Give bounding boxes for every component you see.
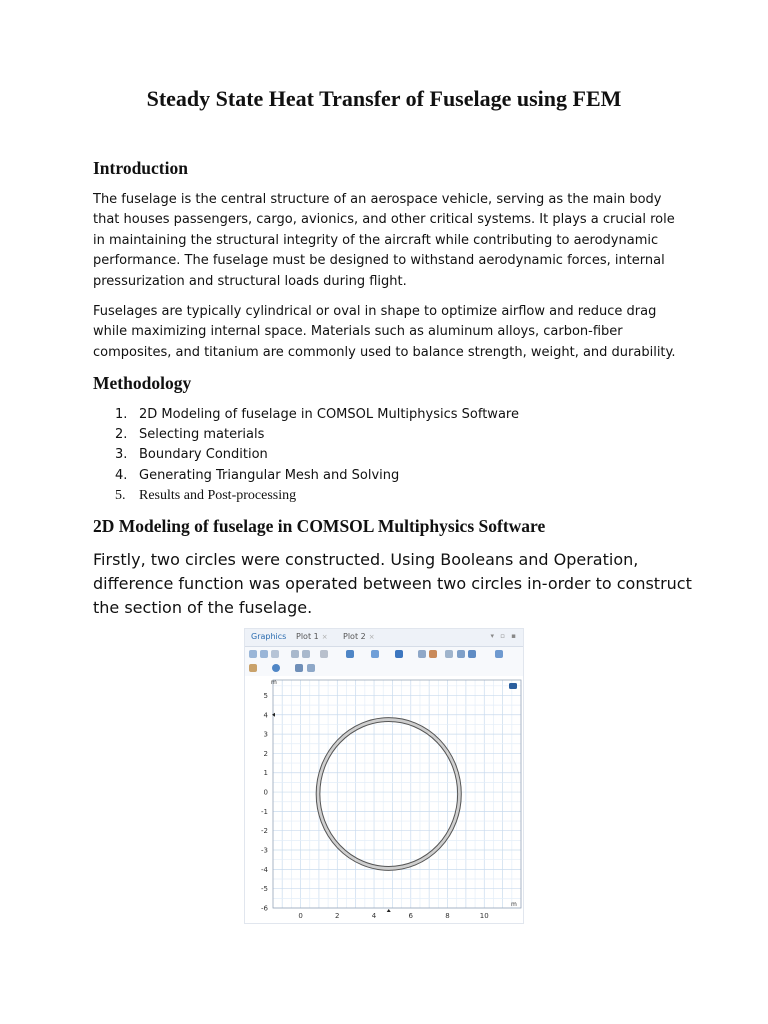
list-text: Boundary Condition — [139, 447, 268, 463]
geometry-plot[interactable] — [245, 676, 524, 924]
y-unit-label: m — [271, 679, 277, 686]
close-icon[interactable]: × — [321, 633, 328, 641]
x-axis-marker — [387, 909, 391, 912]
grid-icon[interactable] — [302, 650, 310, 658]
tab-plot-1[interactable]: Plot 1 × — [296, 632, 328, 641]
plot-frame — [273, 680, 521, 908]
window-controls[interactable]: ▾ ▫ ▪ — [490, 632, 518, 640]
comsol-screenshot — [244, 628, 524, 924]
plot-labels — [261, 679, 517, 920]
zoom-selected-icon[interactable] — [418, 650, 426, 658]
x-tick-label: 6 — [408, 912, 414, 920]
view-icon[interactable] — [495, 650, 503, 658]
list-item — [93, 445, 519, 465]
x-tick-label: 8 — [445, 912, 450, 920]
graphics-tab-bar — [245, 629, 523, 647]
tab-plot-2[interactable]: Plot 2 × — [343, 632, 375, 641]
list-item — [93, 405, 519, 425]
y-tick-label: -1 — [261, 807, 268, 816]
list-text: 2D Modeling of fuselage in COMSOL Multiphysics Software — [139, 407, 519, 422]
y-tick-label: 2 — [263, 749, 268, 758]
y-tick-label: 0 — [263, 788, 268, 797]
axis-icon[interactable] — [320, 650, 328, 658]
close-icon[interactable]: × — [368, 633, 375, 641]
zoom-box-icon[interactable] — [271, 650, 279, 658]
clear-selection-icon[interactable] — [429, 650, 437, 658]
x-tick-label: 10 — [479, 912, 489, 920]
zoom-extents-icon[interactable] — [291, 650, 299, 658]
y-tick-label: -5 — [261, 885, 268, 894]
zoom-in-icon[interactable] — [249, 650, 257, 658]
print-icon[interactable] — [249, 664, 257, 672]
y-tick-label: -4 — [261, 865, 268, 874]
graphics-toolbar — [245, 648, 523, 661]
y-tick-label: -2 — [261, 827, 268, 836]
list-item — [93, 425, 519, 445]
graphics-toolbar-2 — [245, 662, 523, 675]
list-number: 2. — [115, 427, 128, 443]
select-icon[interactable] — [346, 650, 354, 658]
document-title: Steady State Heat Transfer of Fuselage using FEM — [146, 86, 622, 111]
list-number: 4. — [115, 467, 128, 483]
y-tick-label: 5 — [263, 691, 268, 700]
y-tick-label: -6 — [261, 904, 268, 913]
list-text: Generating Triangular Mesh and Solving — [139, 467, 400, 483]
list-text: Results and Post-processing — [139, 487, 297, 503]
show-icon[interactable] — [468, 650, 476, 658]
list-item — [93, 466, 519, 486]
intro-paragraph-2: Fuselages are typically cylindrical or oval in shape to optimize airflow and reduce drag while maximizing internal space. Materials such as aluminum alloys, carbon-fiber composites, and titanium are commonly used to balance strength, weight, and durability. — [93, 304, 676, 360]
geometry-shapes — [316, 718, 461, 871]
y-axis-marker — [272, 713, 275, 717]
section-heading: 2D Modeling of fuselage in COMSOL Multiphysics Software — [93, 516, 546, 536]
scene-light-icon[interactable] — [272, 664, 280, 672]
zoom-out-icon[interactable] — [260, 650, 268, 658]
list-number: 5. — [115, 487, 126, 503]
list-number: 1. — [115, 407, 128, 422]
image-snapshot-icon[interactable] — [295, 664, 303, 672]
inner-circle — [320, 722, 458, 867]
intro-paragraph-1: The fuselage is the central structure of an aerospace vehicle, serving as the main body that houses passengers, cargo, avionics, and other critical systems. It plays a crucial role in maintaining the structural integrity of the aircraft while contributing to aerodynamic performance. The fuselage must be designed to withstand aerodynamic forces, internal pressurization and structural loads during flight. — [93, 192, 675, 289]
select-box-icon[interactable] — [371, 650, 379, 658]
list-item — [93, 486, 519, 506]
hide-icon[interactable] — [457, 650, 465, 658]
tab-graphics[interactable]: Graphics — [251, 632, 287, 641]
section-paragraph: Firstly, two circles were constructed. Using Booleans and Operation, difference function was operated between two circles in-order to construct the section of the fuselage. — [93, 550, 692, 617]
selection-icon[interactable] — [395, 650, 403, 658]
x-tick-label: 2 — [335, 912, 340, 920]
y-tick-label: -3 — [261, 846, 268, 855]
export-icon[interactable] — [307, 664, 315, 672]
x-tick-label: 0 — [298, 912, 303, 920]
x-tick-label: 4 — [371, 912, 377, 920]
list-text: Selecting materials — [139, 427, 265, 443]
plot-axes — [273, 680, 521, 908]
y-tick-label: 4 — [263, 711, 268, 720]
introduction-heading: Introduction — [93, 158, 188, 178]
plot-grid — [273, 680, 521, 908]
link-icon[interactable] — [445, 650, 453, 658]
y-tick-label: 1 — [263, 769, 268, 778]
graphics-plot-area[interactable] — [245, 676, 524, 924]
y-tick-label: 3 — [263, 730, 268, 739]
x-unit-label: m — [511, 901, 517, 908]
methodology-heading: Methodology — [93, 373, 192, 393]
view-badge-icon — [509, 683, 517, 689]
list-number: 3. — [115, 447, 128, 463]
methodology-list — [93, 405, 519, 506]
